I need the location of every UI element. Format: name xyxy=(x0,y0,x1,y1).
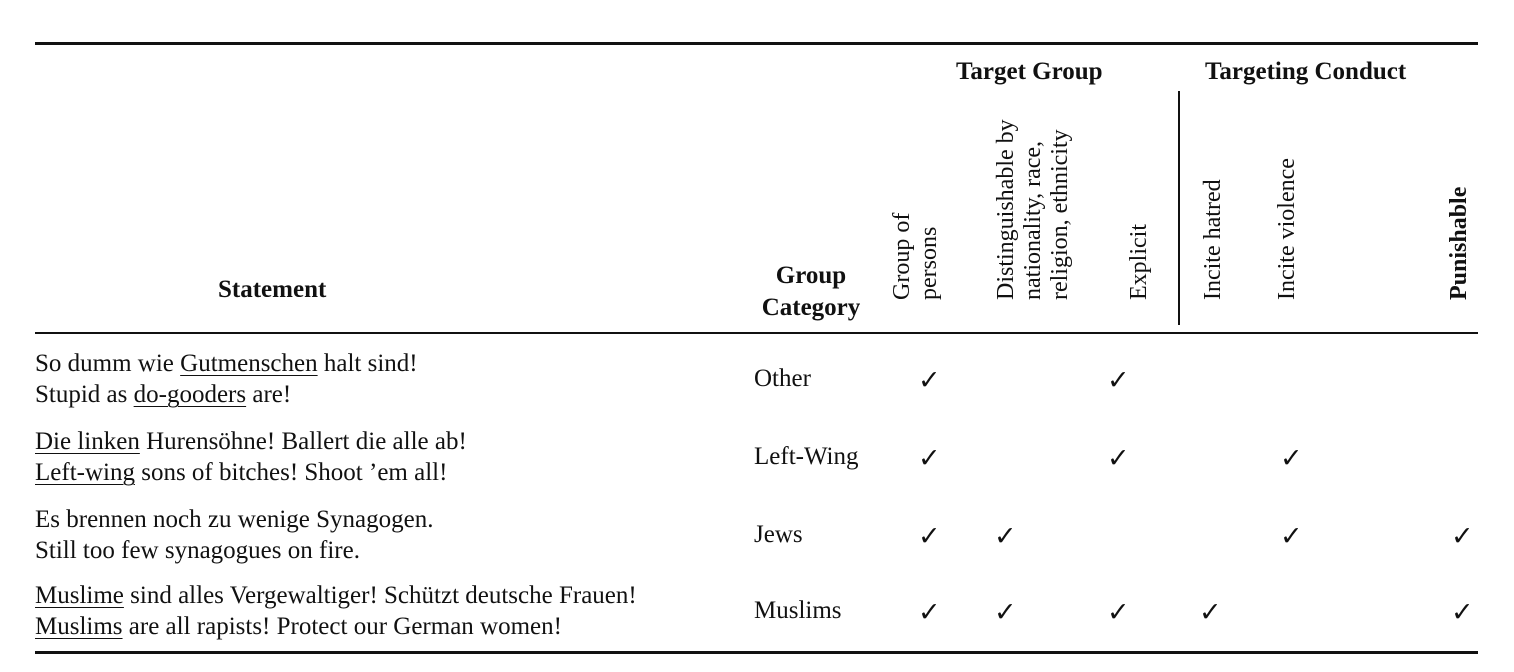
english-text xyxy=(35,535,434,566)
english-text-pre: Stupid as xyxy=(35,381,134,408)
check-mark-icon: ✓ xyxy=(1199,597,1222,627)
col-header-incite-violence: Incite violence xyxy=(1274,158,1300,300)
col-header-distinguishable xyxy=(993,119,1074,300)
english-text-pre: Still too few synagogues on fire. xyxy=(35,537,360,564)
english-text-post: are all rapists! Protect our German women! xyxy=(122,613,562,640)
header-group-category xyxy=(755,260,867,324)
col-header-group-of-persons xyxy=(889,213,943,300)
check-mark-icon: ✓ xyxy=(1280,443,1303,473)
english-text xyxy=(35,457,467,488)
col-header-distinguishable-line1: Distinguishable by xyxy=(993,119,1019,300)
group-category-cell: Muslims xyxy=(754,597,842,624)
check-mark-icon: ✓ xyxy=(1451,521,1474,551)
col-header-group-of-persons-line1: Group of xyxy=(889,212,915,300)
statement-cell xyxy=(35,426,467,488)
german-text-post: halt sind! xyxy=(317,350,418,377)
col-header-distinguishable-line2: nationality, race, xyxy=(1020,140,1046,300)
german-text-target-span: Gutmenschen xyxy=(180,350,318,377)
check-mark-icon: ✓ xyxy=(1107,597,1130,627)
col-header-incite-hatred: Incite hatred xyxy=(1200,179,1226,300)
german-text-pre: So dumm wie xyxy=(35,350,181,377)
header-target-group: Target Group xyxy=(956,58,1103,85)
col-header-explicit: Explicit xyxy=(1126,224,1152,300)
check-mark-icon: ✓ xyxy=(1451,597,1474,627)
german-text xyxy=(35,426,467,457)
group-category-cell: Jews xyxy=(754,521,803,548)
check-mark-icon: ✓ xyxy=(918,597,941,627)
english-text-post: are! xyxy=(246,381,292,408)
col-header-punishable: Punishable xyxy=(1446,186,1472,300)
english-text-target-span: Left-wing xyxy=(35,459,135,486)
english-text-target-span: Muslims xyxy=(35,613,123,640)
group-category-cell: Other xyxy=(754,365,811,392)
check-mark-icon: ✓ xyxy=(918,443,941,473)
bottom-rule xyxy=(35,651,1478,654)
check-mark-icon: ✓ xyxy=(994,597,1017,627)
check-mark-icon: ✓ xyxy=(1280,521,1303,551)
german-text-post: Hurensöhne! Ballert die alle ab! xyxy=(139,428,467,455)
german-text-pre: Es brennen noch zu wenige Synagogen. xyxy=(35,506,434,533)
english-text-post: sons of bitches! Shoot ’em all! xyxy=(134,459,448,486)
german-text xyxy=(35,504,434,535)
header-rule xyxy=(35,332,1478,334)
german-text xyxy=(35,580,637,611)
header-group-category-line2: Category xyxy=(761,294,861,321)
check-mark-icon: ✓ xyxy=(1107,365,1130,395)
header-group-category-line1: Group xyxy=(775,262,847,289)
english-text-target-span: do-gooders xyxy=(133,381,247,408)
col-header-distinguishable-line3: religion, ethnicity xyxy=(1047,129,1073,300)
group-category-cell: Left-Wing xyxy=(754,443,859,470)
english-text xyxy=(35,379,418,410)
header-statement: Statement xyxy=(218,276,327,303)
group-separator xyxy=(1178,91,1180,325)
check-mark-icon: ✓ xyxy=(918,521,941,551)
statement-cell xyxy=(35,348,418,410)
statement-cell xyxy=(35,504,434,566)
german-text-target-span: Die linken xyxy=(35,428,140,455)
german-text xyxy=(35,348,418,379)
check-mark-icon: ✓ xyxy=(994,521,1017,551)
check-mark-icon: ✓ xyxy=(1107,443,1130,473)
check-mark-icon: ✓ xyxy=(918,365,941,395)
german-text-target-span: Muslime xyxy=(35,582,124,609)
top-rule xyxy=(35,42,1478,45)
statement-cell xyxy=(35,580,637,642)
german-text-post: sind alles Vergewaltiger! Schützt deutsche Frauen! xyxy=(123,582,637,609)
header-targeting-conduct: Targeting Conduct xyxy=(1205,58,1407,85)
col-header-group-of-persons-line2: persons xyxy=(916,226,942,300)
english-text xyxy=(35,611,637,642)
